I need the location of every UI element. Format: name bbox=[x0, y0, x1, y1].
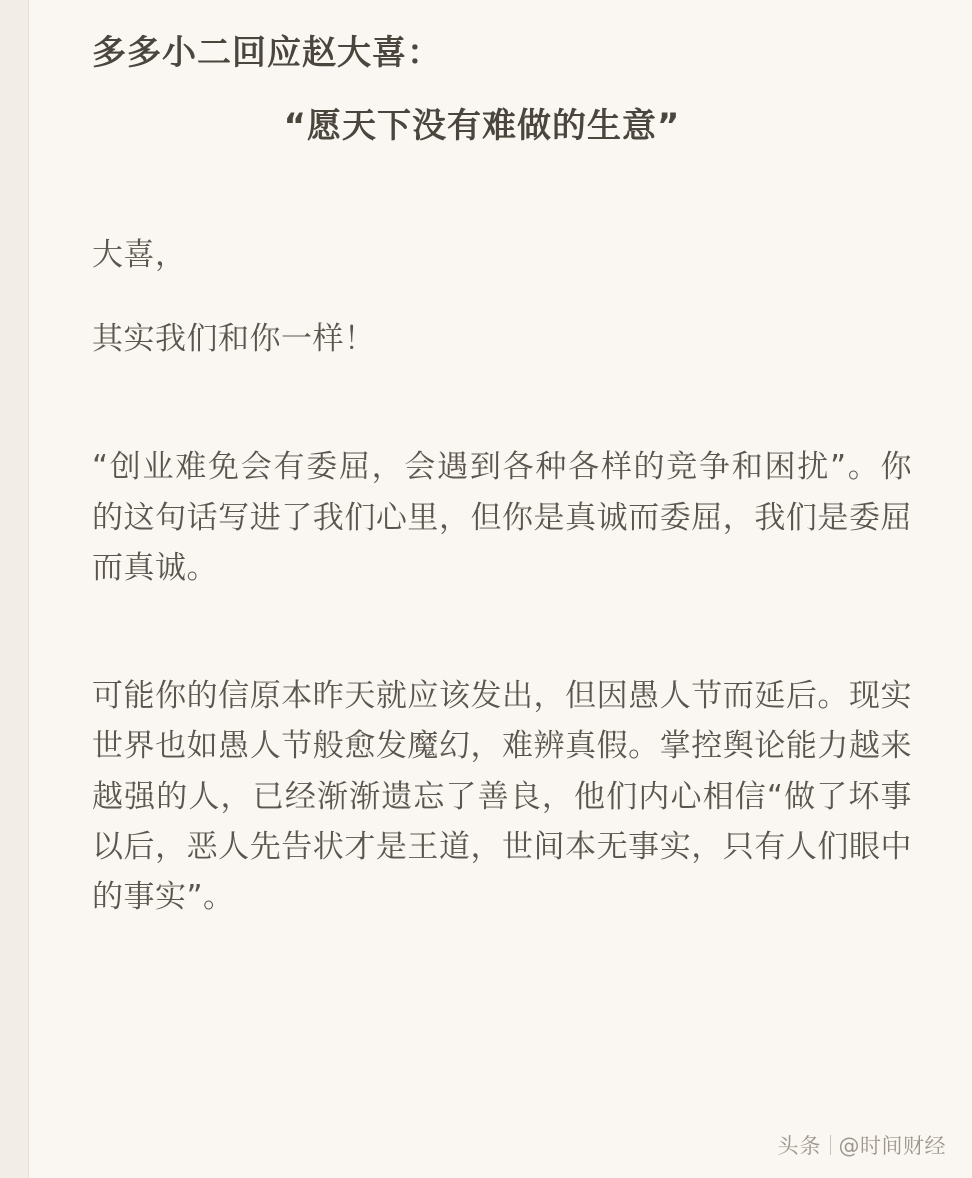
paragraph-opening: 其实我们和你一样！ bbox=[92, 321, 376, 358]
paragraph-main: 可能你的信原本昨天就应该发出，但因愚人节而延后。现实世界也如愚人节般愈发魔幻，难辨真假。掌控舆论能力越来越强的人，已经渐渐遗忘了善良，他们内心相信“做了坏事以后，恶人先告状才是王道，世间本无事实，只有人们眼中的事实”。 bbox=[92, 678, 912, 915]
page-left-margin bbox=[0, 0, 29, 1178]
article-content bbox=[92, 0, 912, 962]
watermark-divider bbox=[830, 1135, 831, 1155]
watermark bbox=[778, 1130, 947, 1160]
paragraph-spacer-2 bbox=[92, 633, 912, 671]
page-title: 多多小二回应赵大喜： bbox=[92, 33, 442, 73]
paragraph-quote: “创业难免会有委屈，会遇到各种各样的竞争和困扰”。你的这句话写进了我们心里，但你是真诚而委屈，我们是委屈而真诚。 bbox=[92, 449, 912, 586]
watermark-platform-label: 头条 bbox=[777, 1134, 822, 1158]
article-body bbox=[92, 230, 912, 922]
paragraph-spacer bbox=[92, 404, 912, 442]
article-title-block bbox=[92, 0, 912, 152]
page-subtitle: “愿天下没有难做的生意” bbox=[283, 106, 681, 146]
watermark-account-label: @时间财经 bbox=[838, 1134, 946, 1158]
paragraph-salutation: 大喜， bbox=[92, 237, 187, 273]
